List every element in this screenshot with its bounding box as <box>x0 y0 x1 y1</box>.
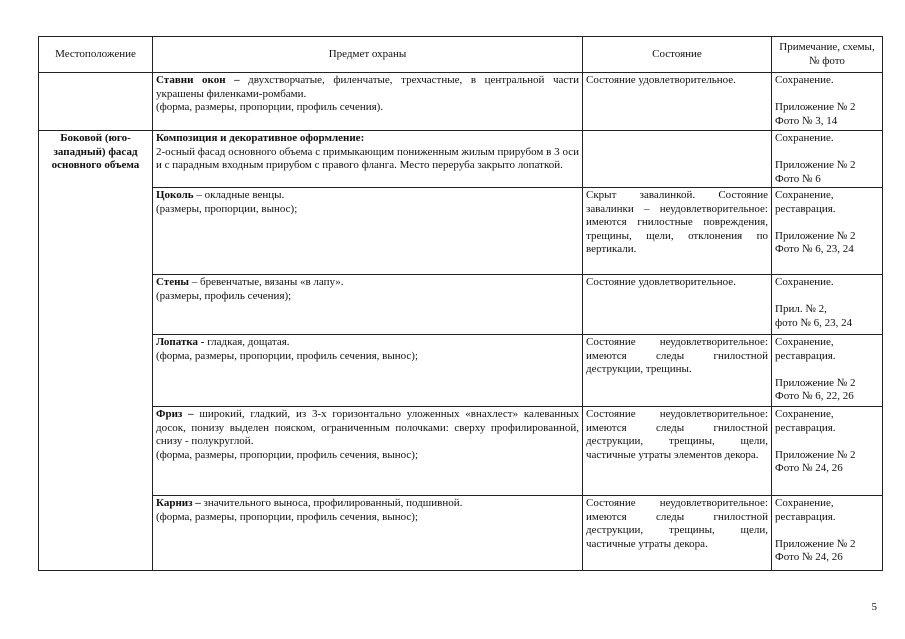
header-location: Местоположение <box>39 37 153 73</box>
note-photo: Фото № 24, 26 <box>775 551 843 563</box>
note-ref: Приложение № 2 <box>775 537 856 550</box>
state-cell: Скрыт завалинкой. Состояние завалинки – неудовлетворительное: имеются гнилостные повреждения, трещины, щели, отклонения по вертикали. <box>583 188 772 275</box>
subject-params: (размеры, профиль сечения); <box>156 289 292 302</box>
subject-cell <box>153 335 583 407</box>
subject-params: (форма, размеры, пропорции, профиль сечения, вынос); <box>156 448 419 461</box>
table-row <box>39 335 883 407</box>
table-row <box>39 188 883 275</box>
note-action: Сохранение, реставрация. <box>775 189 836 215</box>
note-action: Сохранение, реставрация. <box>775 336 836 362</box>
protection-table <box>38 36 883 571</box>
table-row <box>39 131 883 188</box>
note-cell <box>772 73 883 131</box>
subject-cell <box>153 496 583 571</box>
note-photo: Фото № 6 <box>775 172 821 185</box>
page-number: 5 <box>871 601 877 613</box>
subject-cell <box>153 131 583 188</box>
subject-params: (размеры, пропорции, вынос); <box>156 202 298 215</box>
table-row <box>39 73 883 131</box>
subject-text: – окладные венцы. <box>193 189 285 201</box>
subject-params: (форма, размеры, пропорции, профиль сечения, вынос); <box>156 349 419 362</box>
note-cell <box>772 496 883 571</box>
subject-title: Ставни окон – <box>156 74 240 86</box>
state-cell: Состояние удовлетворительное. <box>583 73 772 131</box>
note-photo: фото № 6, 23, 24 <box>775 316 853 329</box>
table-row <box>39 275 883 335</box>
subject-title: Лопатка - <box>156 336 205 348</box>
header-note: Примечание, схемы, № фото <box>772 37 883 73</box>
note-cell <box>772 335 883 407</box>
table-header-row <box>39 37 883 73</box>
note-photo: Фото № 6, 23, 24 <box>775 243 854 255</box>
note-cell <box>772 407 883 496</box>
note-photo: Фото № 6, 22, 26 <box>775 390 854 402</box>
note-ref: Приложение № 2 <box>775 159 856 171</box>
note-cell <box>772 275 883 335</box>
state-cell: Состояние неудовлетворительное: имеются следы гнилостной деструкции, трещины. <box>583 335 772 407</box>
subject-cell <box>153 73 583 131</box>
subject-text: значительного выноса, профилированный, подшивной. <box>200 497 463 509</box>
note-action: Сохранение, реставрация. <box>775 497 836 523</box>
subject-params: (форма, размеры, пропорции, профиль сечения). <box>156 101 384 113</box>
subject-title: Цоколь <box>156 189 194 201</box>
table-row <box>39 407 883 496</box>
note-action: Сохранение. <box>775 74 834 86</box>
subject-title: Композиция и декоративное оформление: <box>156 132 365 144</box>
note-ref: Прил. № 2, <box>775 303 827 315</box>
subject-text: – бревенчатые, вязаны «в лапу». <box>189 276 344 288</box>
subject-title: Фриз – <box>156 408 194 420</box>
subject-params: (форма, размеры, пропорции, профиль сечения, вынос); <box>156 510 419 523</box>
note-ref: Приложение № 2 <box>775 101 856 113</box>
subject-text: гладкая, дощатая. <box>204 336 290 348</box>
subject-text: двухстворчатые, филенчатые, трехчастные, в центральной части украшены филенками-ромбами. <box>156 74 579 100</box>
subject-text: широкий, гладкий, из 3-х горизонтально уложенных «внахлест» калеванных досок, понизу выделен пояском, ограниченным полочками: сверху профилированной, снизу - полукруглой. <box>156 408 580 447</box>
subject-cell <box>153 188 583 275</box>
subject-text: 2-осный фасад основного объема с примыкающим пониженным жилым прирубом в 3 оси и с парадным входным прирубом с правого фланга. Место переруба закрыто лопаткой. <box>156 145 579 171</box>
subject-cell <box>153 275 583 335</box>
header-subject: Предмет охраны <box>153 37 583 73</box>
note-ref: Приложение № 2 <box>775 376 856 389</box>
state-cell: Состояние неудовлетворительное: имеются следы гнилостной деструкции, трещины, щели, частичные утраты элементов декора. <box>583 407 772 496</box>
subject-title: Стены <box>156 276 190 288</box>
note-action: Сохранение, реставрация. <box>775 408 836 434</box>
state-cell: Состояние неудовлетворительное: имеются следы гнилостной деструкции, трещины, щели, частичные утраты декора. <box>583 496 772 571</box>
note-action: Сохранение. <box>775 276 834 288</box>
subject-cell <box>153 407 583 496</box>
note-ref: Приложение № 2 <box>775 229 856 242</box>
note-photo: Фото № 3, 14 <box>775 114 838 127</box>
location-cell: Боковой (юго-западный) фасад основного объема <box>39 131 153 571</box>
note-photo: Фото № 24, 26 <box>775 462 843 474</box>
note-action: Сохранение. <box>775 132 834 144</box>
note-cell <box>772 188 883 275</box>
table-row <box>39 496 883 571</box>
note-cell <box>772 131 883 188</box>
state-cell: Состояние удовлетворительное. <box>583 275 772 335</box>
header-state: Состояние <box>583 37 772 73</box>
state-cell <box>583 131 772 188</box>
location-cell-empty <box>39 73 153 131</box>
subject-title: Карниз – <box>156 497 201 509</box>
note-ref: Приложение № 2 <box>775 448 856 461</box>
